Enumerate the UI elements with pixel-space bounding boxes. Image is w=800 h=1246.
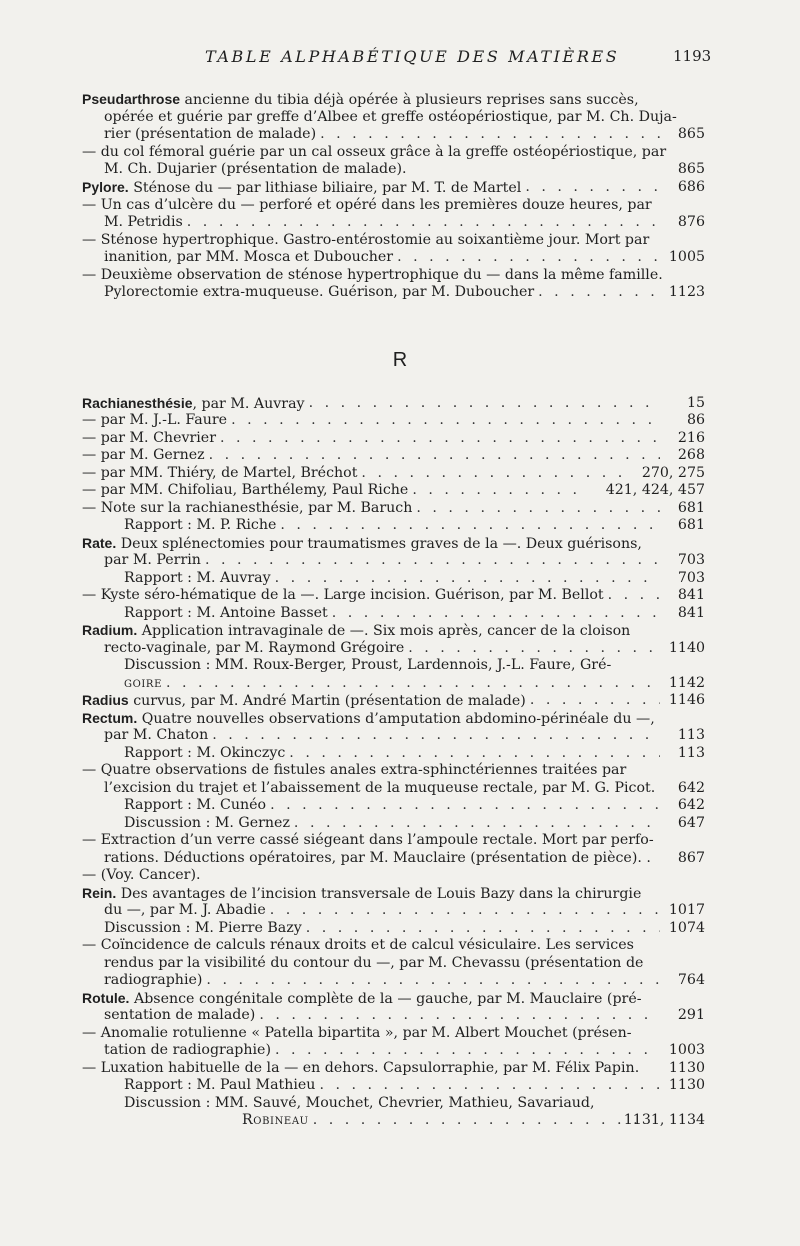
index-entry-line bbox=[0, 160, 800, 179]
leader-dots bbox=[201, 551, 660, 570]
index-entry-line bbox=[0, 90, 800, 109]
entry-text: — Deuxième observation de sténose hypertrophique du — dans la même famille. bbox=[82, 267, 663, 283]
index-entry-line bbox=[0, 901, 800, 920]
entry-text: Rapport : M. Cunéo bbox=[124, 797, 267, 813]
entry-text: — Extraction d’un verre cassé siégeant dans l’ampoule rectale. Mort par perfo- bbox=[82, 832, 654, 848]
entry-text: — Un cas d’ulcère du — perforé et opéré dans les premières douze heures, par bbox=[82, 197, 652, 213]
index-entry-line bbox=[0, 621, 800, 640]
entry-text: rendus par la visibilité du contour du —, par M. Chevassu (présentation de bbox=[104, 955, 644, 971]
entry-text: Des avantages de l’incision transversale de Louis Bazy dans la chirurgie bbox=[116, 886, 642, 902]
page-ref: 681 bbox=[677, 517, 705, 533]
page-ref: 703 bbox=[677, 552, 705, 568]
entry-text: — Quatre observations de fistules anales extra-sphinctériennes traitées par bbox=[82, 762, 627, 778]
entry-text: par M. Perrin bbox=[104, 552, 201, 568]
entry-text: ancienne du tibia déjà opérée à plusieurs reprises sans succès, bbox=[180, 92, 639, 108]
entry-text: — (Voy. Cancer). bbox=[82, 867, 201, 883]
entry-text: — par M. Chevrier bbox=[82, 430, 216, 446]
page-ref: 686 bbox=[677, 179, 705, 195]
leader-dots bbox=[521, 178, 660, 198]
index-entry-line bbox=[0, 446, 800, 465]
index-entry-line bbox=[0, 178, 800, 197]
index-keyword: Radium. bbox=[82, 622, 138, 638]
page-ref: 841 bbox=[677, 605, 705, 621]
leader-dots bbox=[408, 481, 580, 500]
entry-text: Discussion : MM. Roux-Berger, Proust, Lardennois, J.-L. Faure, Gré- bbox=[124, 657, 612, 673]
index-entry-line bbox=[0, 656, 800, 675]
page-ref: 1142 bbox=[668, 675, 705, 691]
page-ref: 113 bbox=[677, 727, 705, 743]
entry-text: par M. Chaton bbox=[104, 727, 209, 743]
index-entry-line bbox=[0, 796, 800, 815]
index-entry-line bbox=[0, 125, 800, 144]
entry-text: Rapport : M. P. Riche bbox=[124, 517, 277, 533]
entry-text: Discussion : M. Pierre Bazy bbox=[104, 920, 302, 936]
index-entry-line bbox=[0, 1041, 800, 1060]
index-entry-line bbox=[0, 1111, 800, 1130]
entry-text: — Coïncidence de calculs rénaux droits et de calcul vésiculaire. Les services bbox=[82, 937, 634, 953]
page-ref: 1123 bbox=[668, 284, 705, 300]
entry-text: Quatre nouvelles observations d’amputation abdomino-périnéale du —, bbox=[137, 711, 655, 727]
leader-dots bbox=[266, 901, 660, 920]
index-keyword: Rein. bbox=[82, 885, 117, 901]
entry-text: — Luxation habituelle de la — en dehors. Capsulorraphie, par M. Félix Papin. bbox=[82, 1060, 640, 1076]
page-ref: 1005 bbox=[668, 249, 705, 265]
leader-dots bbox=[393, 248, 660, 267]
entry-text: — Note sur la rachianesthésie, par M. Baruch bbox=[82, 500, 413, 516]
entry-text: Pylorectomie extra-muqueuse. Guérison, par M. Duboucher bbox=[104, 284, 535, 300]
leader-dots bbox=[202, 971, 660, 990]
index-entry-line bbox=[0, 726, 800, 745]
entry-text: M. Ch. Dujarier (présentation de malade). bbox=[104, 161, 407, 177]
entry-text: du —, par M. J. Abadie bbox=[104, 902, 266, 918]
leader-dots bbox=[276, 516, 660, 535]
index-entry-line bbox=[0, 691, 800, 710]
leader-dots bbox=[208, 726, 660, 745]
index-keyword: Rachianesthésie bbox=[82, 395, 193, 411]
running-header bbox=[0, 47, 800, 69]
entry-text: Rapport : M. Auvray bbox=[124, 570, 271, 586]
page-ref: 1130 bbox=[668, 1060, 705, 1076]
page-ref: 841 bbox=[677, 587, 705, 603]
index-entry-line bbox=[0, 936, 800, 955]
page-ref: 291 bbox=[677, 1007, 705, 1023]
index-keyword: Rate. bbox=[82, 535, 117, 551]
entry-text: M. Petridis bbox=[104, 214, 183, 230]
entry-text: curvus, par M. André Martin (présentation de malade) bbox=[128, 693, 526, 709]
entry-text: sentation de malade) bbox=[104, 1007, 256, 1023]
index-keyword: Radius bbox=[82, 692, 129, 708]
leader-dots bbox=[316, 125, 660, 144]
page-ref: 647 bbox=[677, 815, 705, 831]
entry-text: l’excision du trajet et l’abaissement de la muqueuse rectale, par M. G. Picot. bbox=[104, 780, 656, 796]
index-entry-line bbox=[0, 1076, 800, 1095]
page-ref: 1003 bbox=[668, 1042, 705, 1058]
entry-text: opérée et guérie par greffe d’Albee et greffe ostéopériostique, par M. Ch. Duja- bbox=[104, 109, 677, 125]
page-ref: 764 bbox=[677, 972, 705, 988]
leader-dots bbox=[205, 446, 660, 465]
index-keyword: Pseudarthrose bbox=[82, 91, 181, 107]
page-ref: 268 bbox=[677, 447, 705, 463]
page-ref: 421, 424, 457 bbox=[605, 482, 705, 498]
entry-text: Discussion : MM. Sauvé, Mouchet, Chevrier, Mathieu, Savariaud, bbox=[124, 1095, 595, 1111]
entry-text: Rapport : M. Antoine Basset bbox=[124, 605, 328, 621]
leader-dots bbox=[309, 1111, 650, 1130]
page-ref: 1074 bbox=[668, 920, 705, 936]
page-ref: 867 bbox=[677, 850, 705, 866]
leader-dots bbox=[526, 691, 660, 711]
entry-text: — Kyste séro-hématique de la —. Large incision. Guérison, par M. Bellot bbox=[82, 587, 604, 603]
entry-text: tation de radiographie) bbox=[104, 1042, 271, 1058]
page-ref: 216 bbox=[677, 430, 705, 446]
index-keyword: Rectum. bbox=[82, 710, 138, 726]
leader-dots bbox=[604, 586, 660, 605]
entry-text: — par MM. Thiéry, de Martel, Bréchot bbox=[82, 465, 358, 481]
page-ref: 703 bbox=[677, 570, 705, 586]
entry-text: — par MM. Chifoliau, Barthélemy, Paul Riche bbox=[82, 482, 409, 498]
index-entry-line bbox=[0, 1006, 800, 1025]
index-entry-line bbox=[0, 248, 800, 267]
leader-dots bbox=[227, 411, 660, 430]
entry-text: , par M. Auvray bbox=[192, 396, 305, 412]
leader-dots bbox=[271, 1041, 660, 1060]
leader-dots bbox=[183, 213, 660, 232]
page-ref: 270, 275 bbox=[641, 465, 705, 481]
page-ref: 876 bbox=[677, 214, 705, 230]
index-entry-line bbox=[0, 411, 800, 430]
entry-text: recto-vaginale, par M. Raymond Grégoire bbox=[104, 640, 405, 656]
entry-text: — par M. Gernez bbox=[82, 447, 205, 463]
index-keyword: Rotule. bbox=[82, 990, 130, 1006]
entry-text: rier (présentation de malade) bbox=[104, 126, 317, 142]
index-entry-line bbox=[0, 516, 800, 535]
index-entry-line bbox=[0, 761, 800, 780]
entry-text: Discussion : M. Gernez bbox=[124, 815, 290, 831]
entry-text: — du col fémoral guérie par un cal osseux grâce à la greffe ostéopériostique, par bbox=[82, 144, 667, 160]
leader-dots bbox=[534, 283, 660, 302]
index-keyword: Pylore. bbox=[82, 179, 129, 195]
page-ref: 865 bbox=[677, 126, 705, 142]
entry-text: Application intravaginale de —. Six mois après, cancer de la cloison bbox=[137, 623, 631, 639]
entry-text: — Sténose hypertrophique. Gastro-entérostomie au soixantième jour. Mort par bbox=[82, 232, 650, 248]
entry-text: Rapport : M. Okinczyc bbox=[124, 745, 286, 761]
entry-text: Sténose du — par lithiase biliaire, par M. T. de Martel bbox=[128, 180, 522, 196]
page-ref: 15 bbox=[686, 395, 705, 411]
section-letter: R bbox=[392, 349, 408, 371]
entry-text: — par M. J.-L. Faure bbox=[82, 412, 228, 428]
entry-text: Rapport : M. Paul Mathieu bbox=[124, 1077, 316, 1093]
page-ref: 642 bbox=[677, 780, 705, 796]
index-entry-line bbox=[0, 551, 800, 570]
index-entry-line bbox=[0, 831, 800, 850]
page-ref: 1130 bbox=[668, 1077, 705, 1093]
index-entry-line bbox=[0, 213, 800, 232]
entry-text: rations. Déductions opératoires, par M. Mauclaire (présentation de pièce). . bbox=[104, 850, 651, 866]
page-ref: 1146 bbox=[668, 692, 705, 708]
index-entry-line bbox=[0, 971, 800, 990]
header-page-number: 1193 bbox=[673, 47, 712, 65]
entry-text: Robineau bbox=[242, 1112, 309, 1128]
page-ref: 113 bbox=[677, 745, 705, 761]
entry-text: radiographie) bbox=[104, 972, 203, 988]
index-entry-line bbox=[0, 481, 800, 500]
page-ref: 1140 bbox=[668, 640, 705, 656]
index-entry-line bbox=[0, 283, 800, 302]
entry-text: Deux splénectomies pour traumatismes graves de la —. Deux guérisons, bbox=[116, 536, 642, 552]
page-ref: 642 bbox=[677, 797, 705, 813]
leader-dots bbox=[255, 1006, 660, 1025]
page-ref: 681 bbox=[677, 500, 705, 516]
leader-dots bbox=[266, 796, 660, 815]
page-ref: 1131, 1134 bbox=[623, 1112, 705, 1128]
entry-text: goire bbox=[124, 675, 162, 691]
header-title: TABLE ALPHABÉTIQUE DES MATIÈRES bbox=[205, 47, 620, 66]
leader-dots bbox=[315, 1076, 660, 1095]
entry-text: — Anomalie rotulienne « Patella bipartita », par M. Albert Mouchet (présen- bbox=[82, 1025, 632, 1041]
page-ref: 865 bbox=[677, 161, 705, 177]
index-entry-line bbox=[0, 586, 800, 605]
entry-text: inanition, par MM. Mosca et Duboucher bbox=[104, 249, 394, 265]
page-ref: 86 bbox=[686, 412, 705, 428]
index-entry-line bbox=[0, 866, 800, 885]
page-ref: 1017 bbox=[668, 902, 705, 918]
entry-text: Absence congénitale complète de la — gauche, par M. Mauclaire (pré- bbox=[129, 991, 642, 1007]
